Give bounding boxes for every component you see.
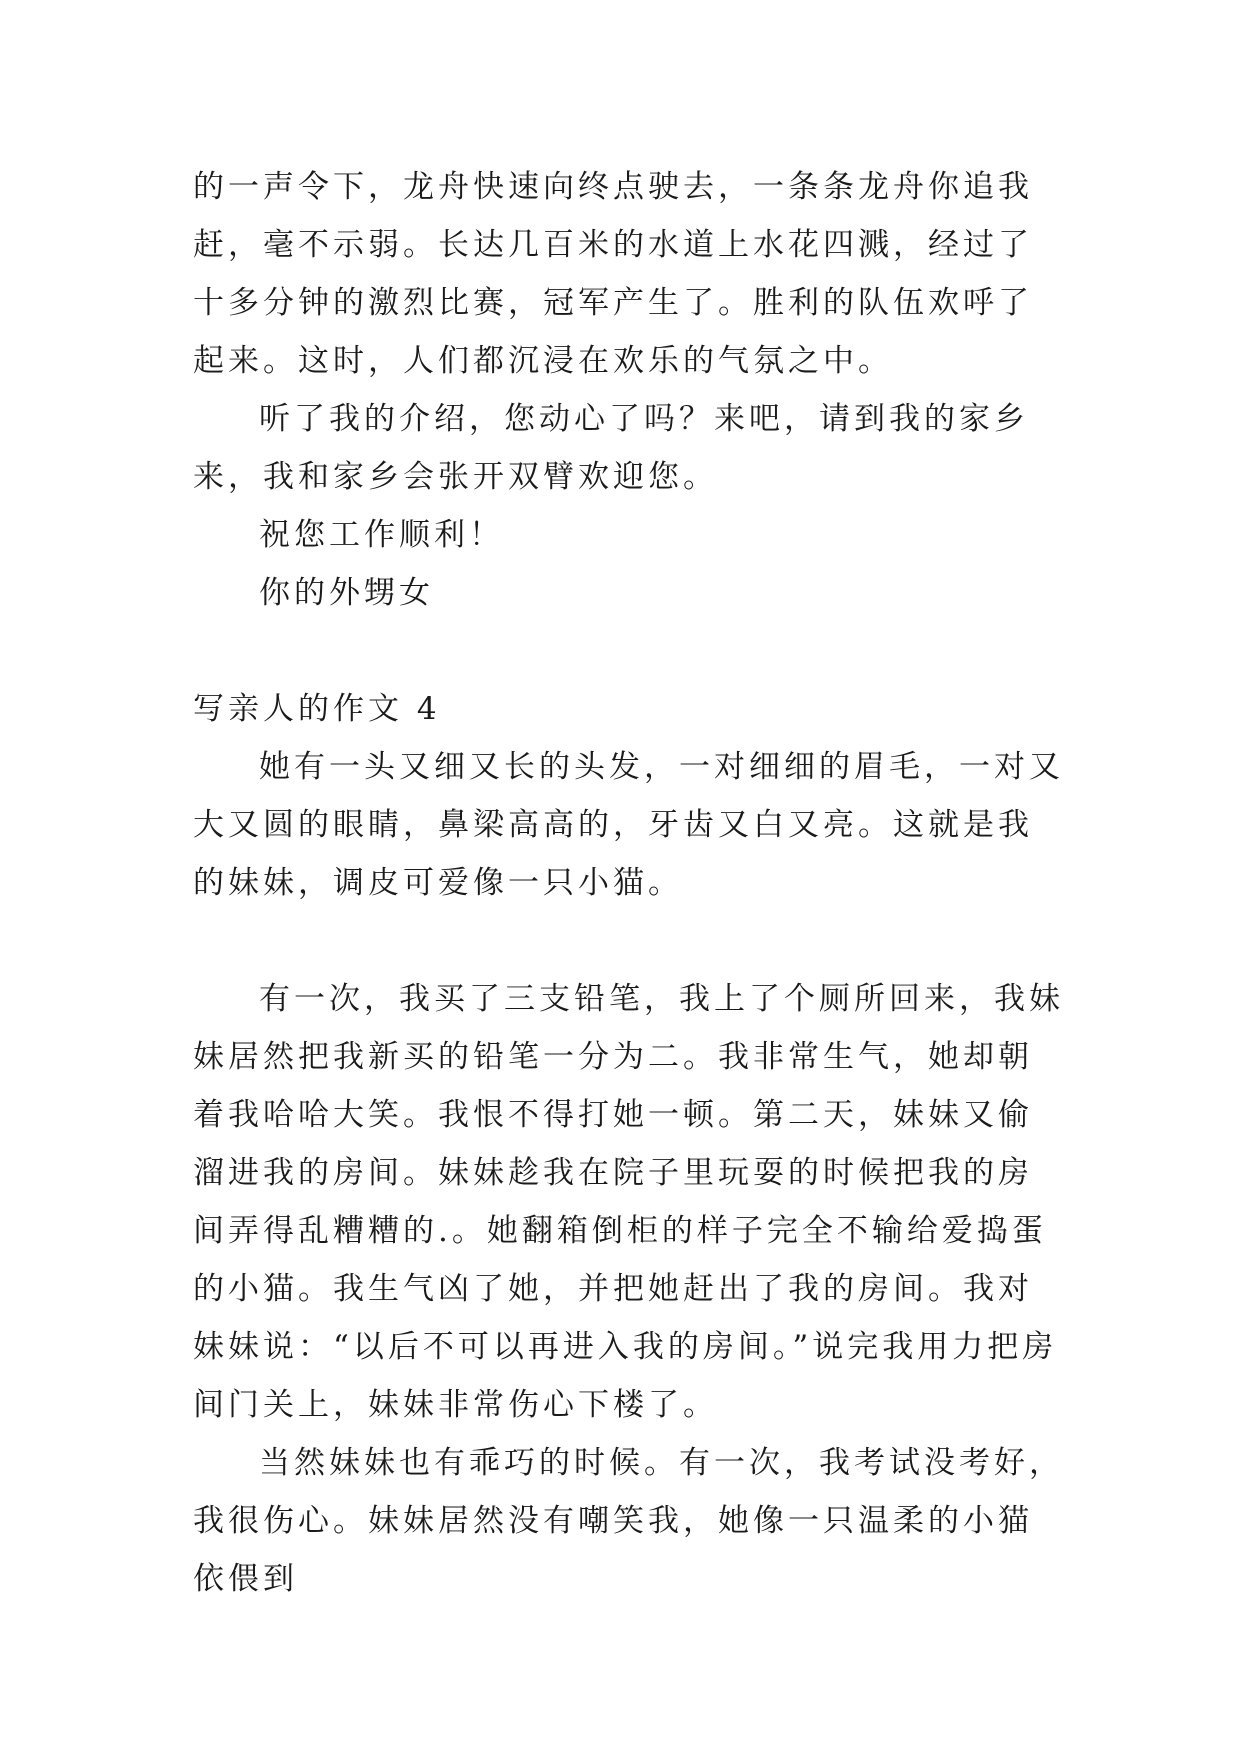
paragraph-sister-description: 她有一头又细又长的头发，一对细细的眉毛，一对又大又圆的眼睛，鼻梁高高的，牙齿又白又亮。这就是我的妹妹，调皮可爱像一只小猫。 xyxy=(193,749,1064,901)
paragraph-invitation: 听了我的介绍，您动心了吗？来吧，请到我的家乡来，我和家乡会张开双臂欢迎您。 xyxy=(193,401,1029,495)
paragraph-wishes: 祝您工作顺利！ xyxy=(259,517,504,553)
paragraph-spacer xyxy=(193,912,1065,970)
paragraph-sister-comfort: 当然妹妹也有乖巧的时候。有一次，我考试没考好，我很伤心。妹妹居然没有嘲笑我，她像一只温柔的小猫依偎到 xyxy=(193,1445,1064,1597)
section-spacer xyxy=(193,622,1065,680)
section-title: 写亲人的作文 4 xyxy=(193,691,441,727)
paragraph-signature: 你的外甥女 xyxy=(259,575,434,611)
paragraph-pencil-story: 有一次，我买了三支铅笔，我上了个厕所回来，我妹妹居然把我新买的铅笔一分为二。我非常生气，她却朝着我哈哈大笑。我恨不得打她一顿。第二天，妹妹又偷溜进我的房间。妹妹趁我在院子里玩耍的时候把我的房间弄得乱糟糟的.。她翻箱倒柜的样子完全不输给爱捣蛋的小猫。我生气凶了她，并把她赶出了我的房间。我对妹妹说：“以后不可以再进入我的房间。”说完我用力把房间门关上，妹妹非常伤心下楼了。 xyxy=(193,981,1064,1423)
paragraph-dragon-boat-race: 的一声令下，龙舟快速向终点驶去，一条条龙舟你追我赶，毫不示弱。长达几百米的水道上水花四溅，经过了十多分钟的激烈比赛，冠军产生了。胜利的队伍欢呼了起来。这时，人们都沉浸在欢乐的气氛之中。 xyxy=(193,169,1033,379)
document-body xyxy=(193,158,1065,1608)
